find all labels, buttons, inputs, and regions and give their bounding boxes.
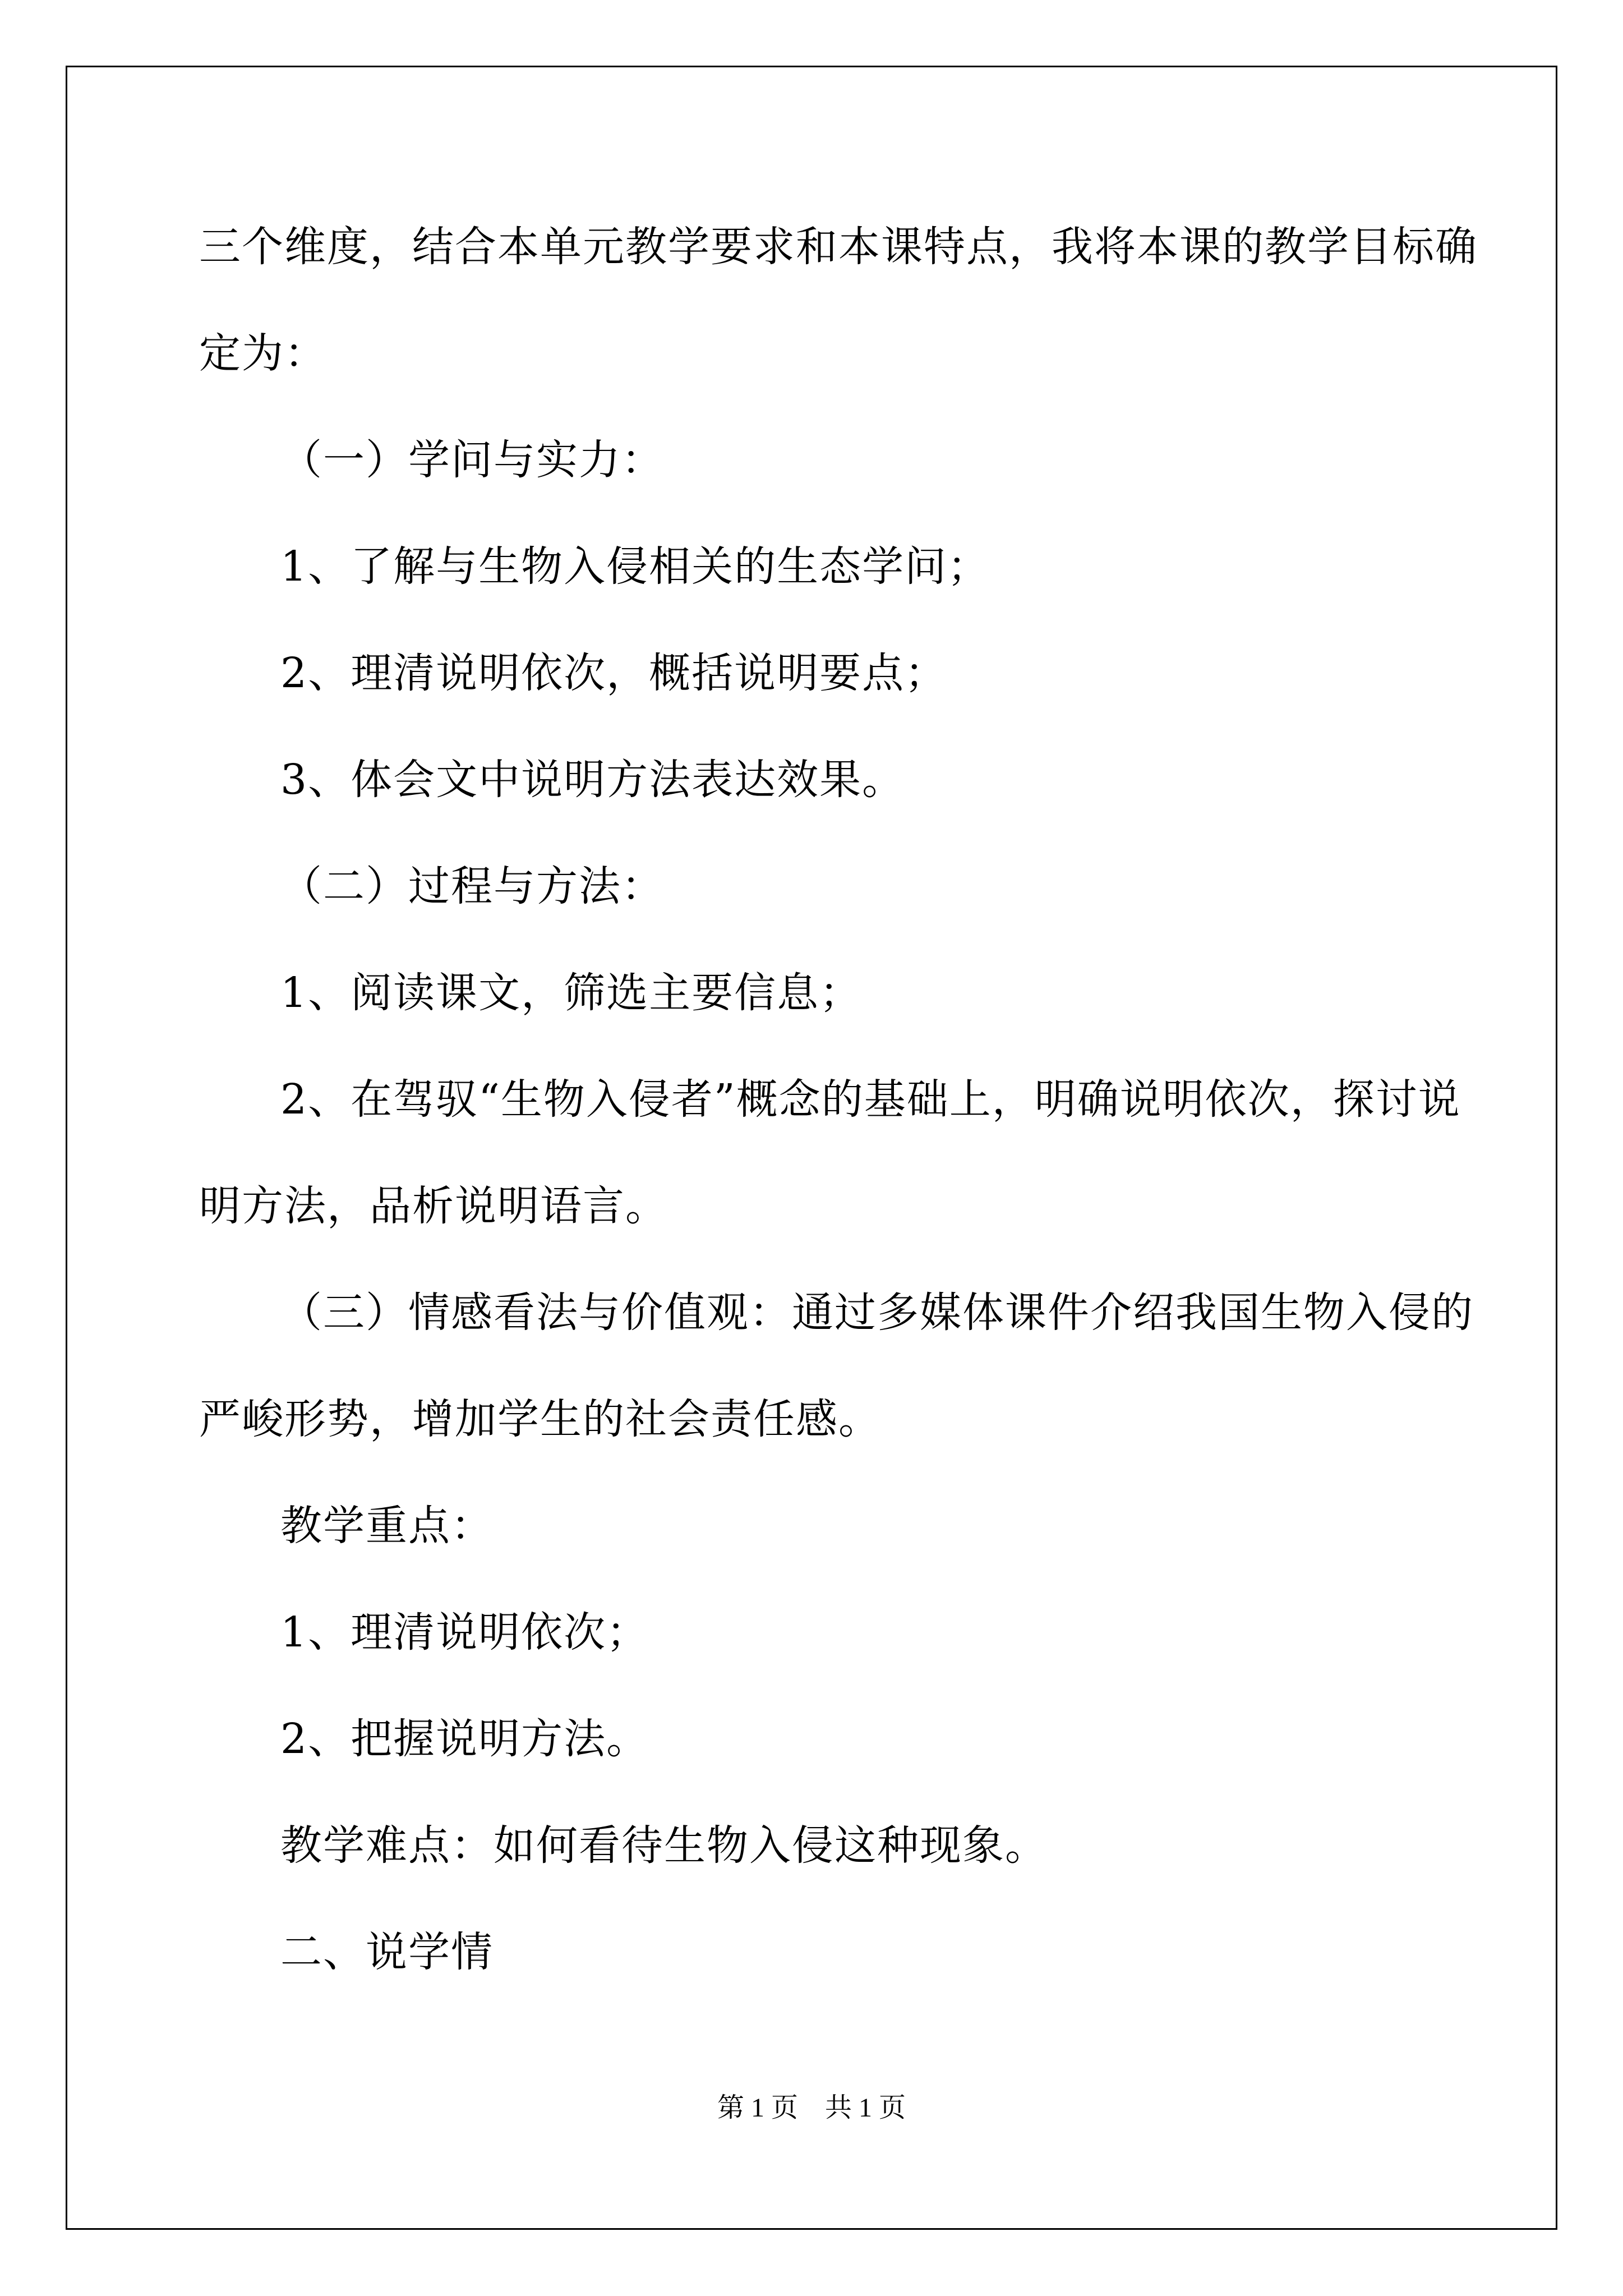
list-item: 2、理清说明依次，概括说明要点；	[280, 649, 948, 697]
text-line: 三个维度，结合本单元教学要求和本课特点，我将本课的教学目标确	[199, 223, 1478, 271]
list-item: 1、阅读课文，筛选主要信息；	[280, 969, 863, 1017]
page-border	[66, 66, 1557, 2230]
section-heading: 教学重点：	[280, 1502, 494, 1550]
list-item: 1、理清说明依次；	[280, 1608, 649, 1657]
list-item: 3、体会文中说明方法表达效果。	[280, 756, 905, 804]
text-line: 明方法，品析说明语言。	[199, 1182, 668, 1230]
section-heading: （二）过程与方法：	[280, 862, 664, 910]
list-item: 2、把握说明方法。	[280, 1715, 649, 1763]
list-item: 2、在驾驭“生物入侵者”概念的基础上，明确说明依次，探讨说	[280, 1075, 1461, 1124]
section-heading: 二、说学情	[280, 1928, 494, 1976]
list-item: 1、了解与生物入侵相关的生态学问；	[280, 542, 990, 591]
text-line: 定为：	[199, 329, 327, 378]
text-line: 严峻形势，增加学生的社会责任感。	[199, 1395, 881, 1443]
section-heading: （一）学问与实力：	[280, 436, 664, 484]
section-heading: （三）情感看法与价值观：通过多媒体课件介绍我国生物入侵的	[280, 1289, 1474, 1337]
text-line: 教学难点：如何看待生物入侵这种现象。	[280, 1821, 1048, 1870]
page-footer: 第 1 页 共 1 页	[717, 2093, 906, 2123]
